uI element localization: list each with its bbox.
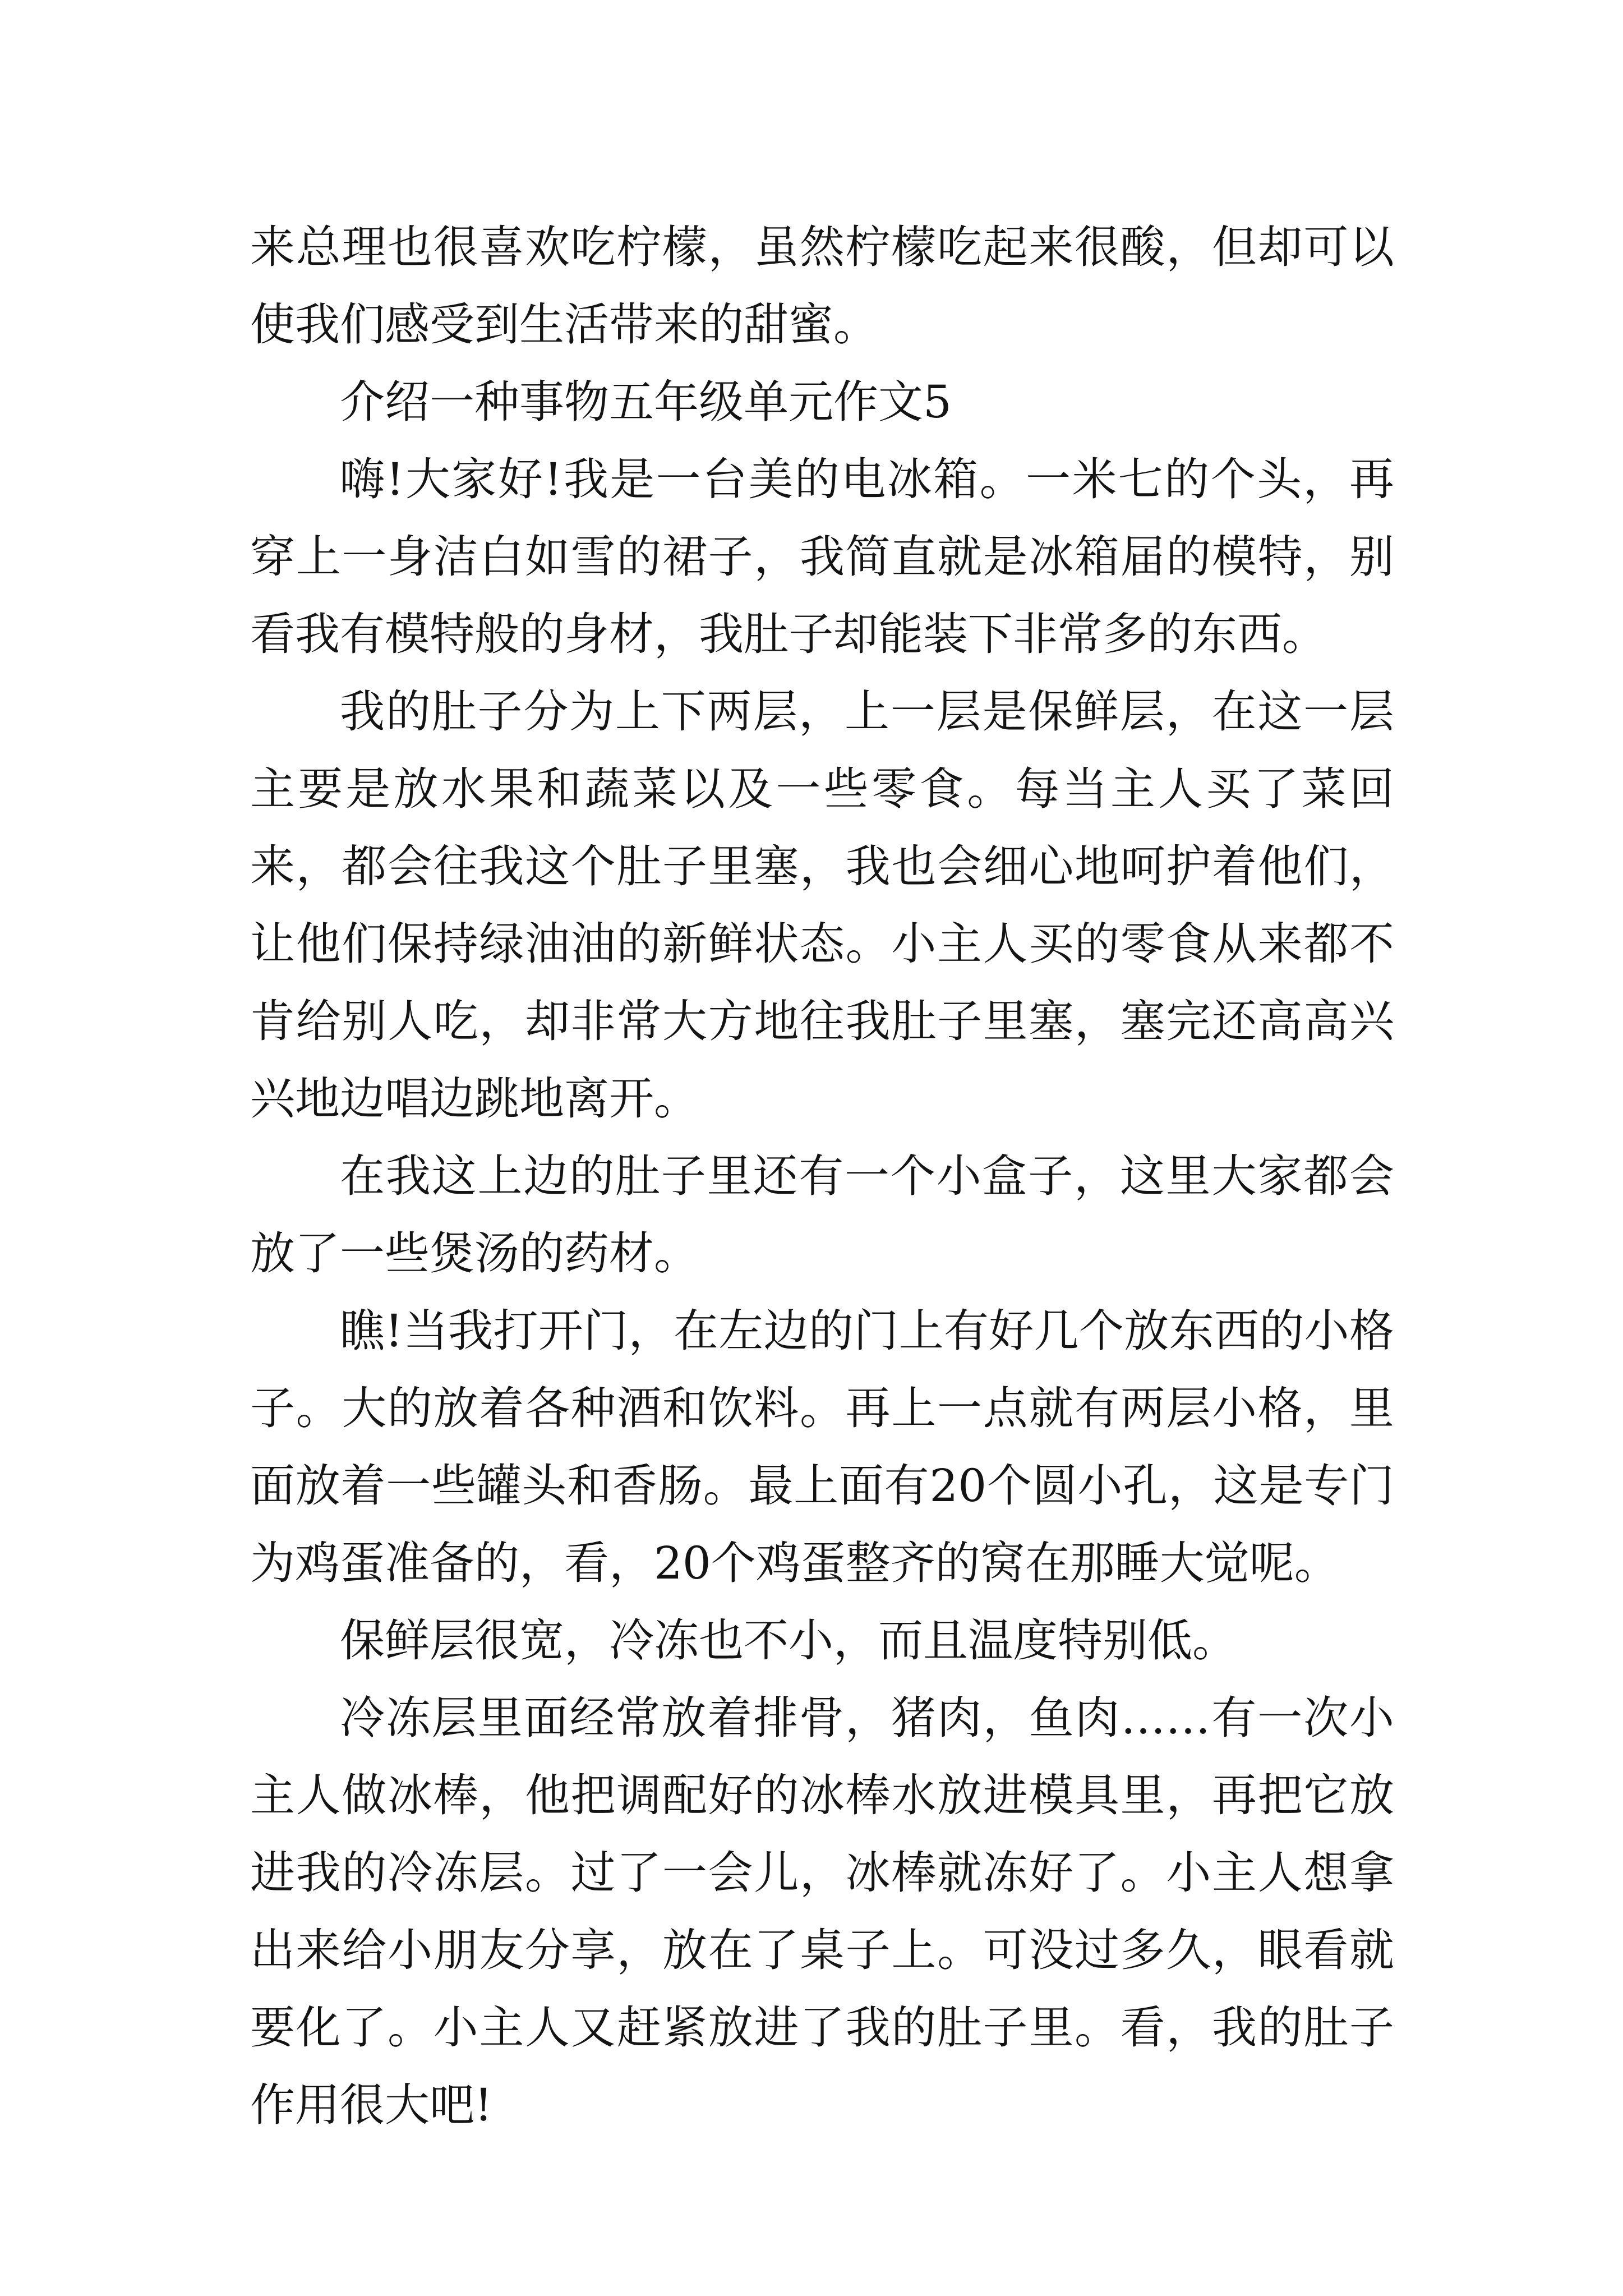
document-body xyxy=(250,209,1394,2144)
paragraph-continuation: 来总理也很喜欢吃柠檬，虽然柠檬吃起来很酸，但却可以使我们感受到生活带来的甜蜜。 xyxy=(250,221,1394,351)
paragraph: 瞧!当我打开门，在左边的门上有好几个放东西的小格子。大的放着各种酒和饮料。再上一点就有两层小格，里面放着一些罐头和香肠。最上面有20个圆小孔，这是专门为鸡蛋准备的，看，20个鸡蛋整齐的窝在那睡大觉呢。 xyxy=(250,1305,1394,1589)
essay-heading: 介绍一种事物五年级单元作文5 xyxy=(340,376,952,428)
paragraph: 在我这上边的肚子里还有一个小盒子，这里大家都会放了一些煲汤的药材。 xyxy=(250,1150,1394,1280)
paragraph: 冷冻层里面经常放着排骨，猪肉，鱼肉……有一次小主人做冰棒，他把调配好的冰棒水放进模具里，再把它放进我的冷冻层。过了一会儿，冰棒就冻好了。小主人想拿出来给小朋友分享，放在了桌子上。可没过多久，眼看就要化了。小主人又赶紧放进了我的肚子里。看，我的肚子作用很大吧! xyxy=(250,1692,1394,2131)
paragraph: 我的肚子分为上下两层，上一层是保鲜层，在这一层主要是放水果和蔬菜以及一些零食。每当主人买了菜回来，都会往我这个肚子里塞，我也会细心地呵护着他们，让他们保持绿油油的新鲜状态。小主人买的零食从来都不肯给别人吃，却非常大方地往我肚子里塞，塞完还高高兴兴地边唱边跳地离开。 xyxy=(250,685,1394,1125)
paragraph: 保鲜层很宽，冷冻也不小，而且温度特别低。 xyxy=(340,1614,1237,1667)
paragraph: 嗨!大家好!我是一台美的电冰箱。一米七的个头，再穿上一身洁白如雪的裙子，我简直就是冰箱届的模特，别看我有模特般的身材，我肚子却能装下非常多的东西。 xyxy=(250,453,1394,660)
